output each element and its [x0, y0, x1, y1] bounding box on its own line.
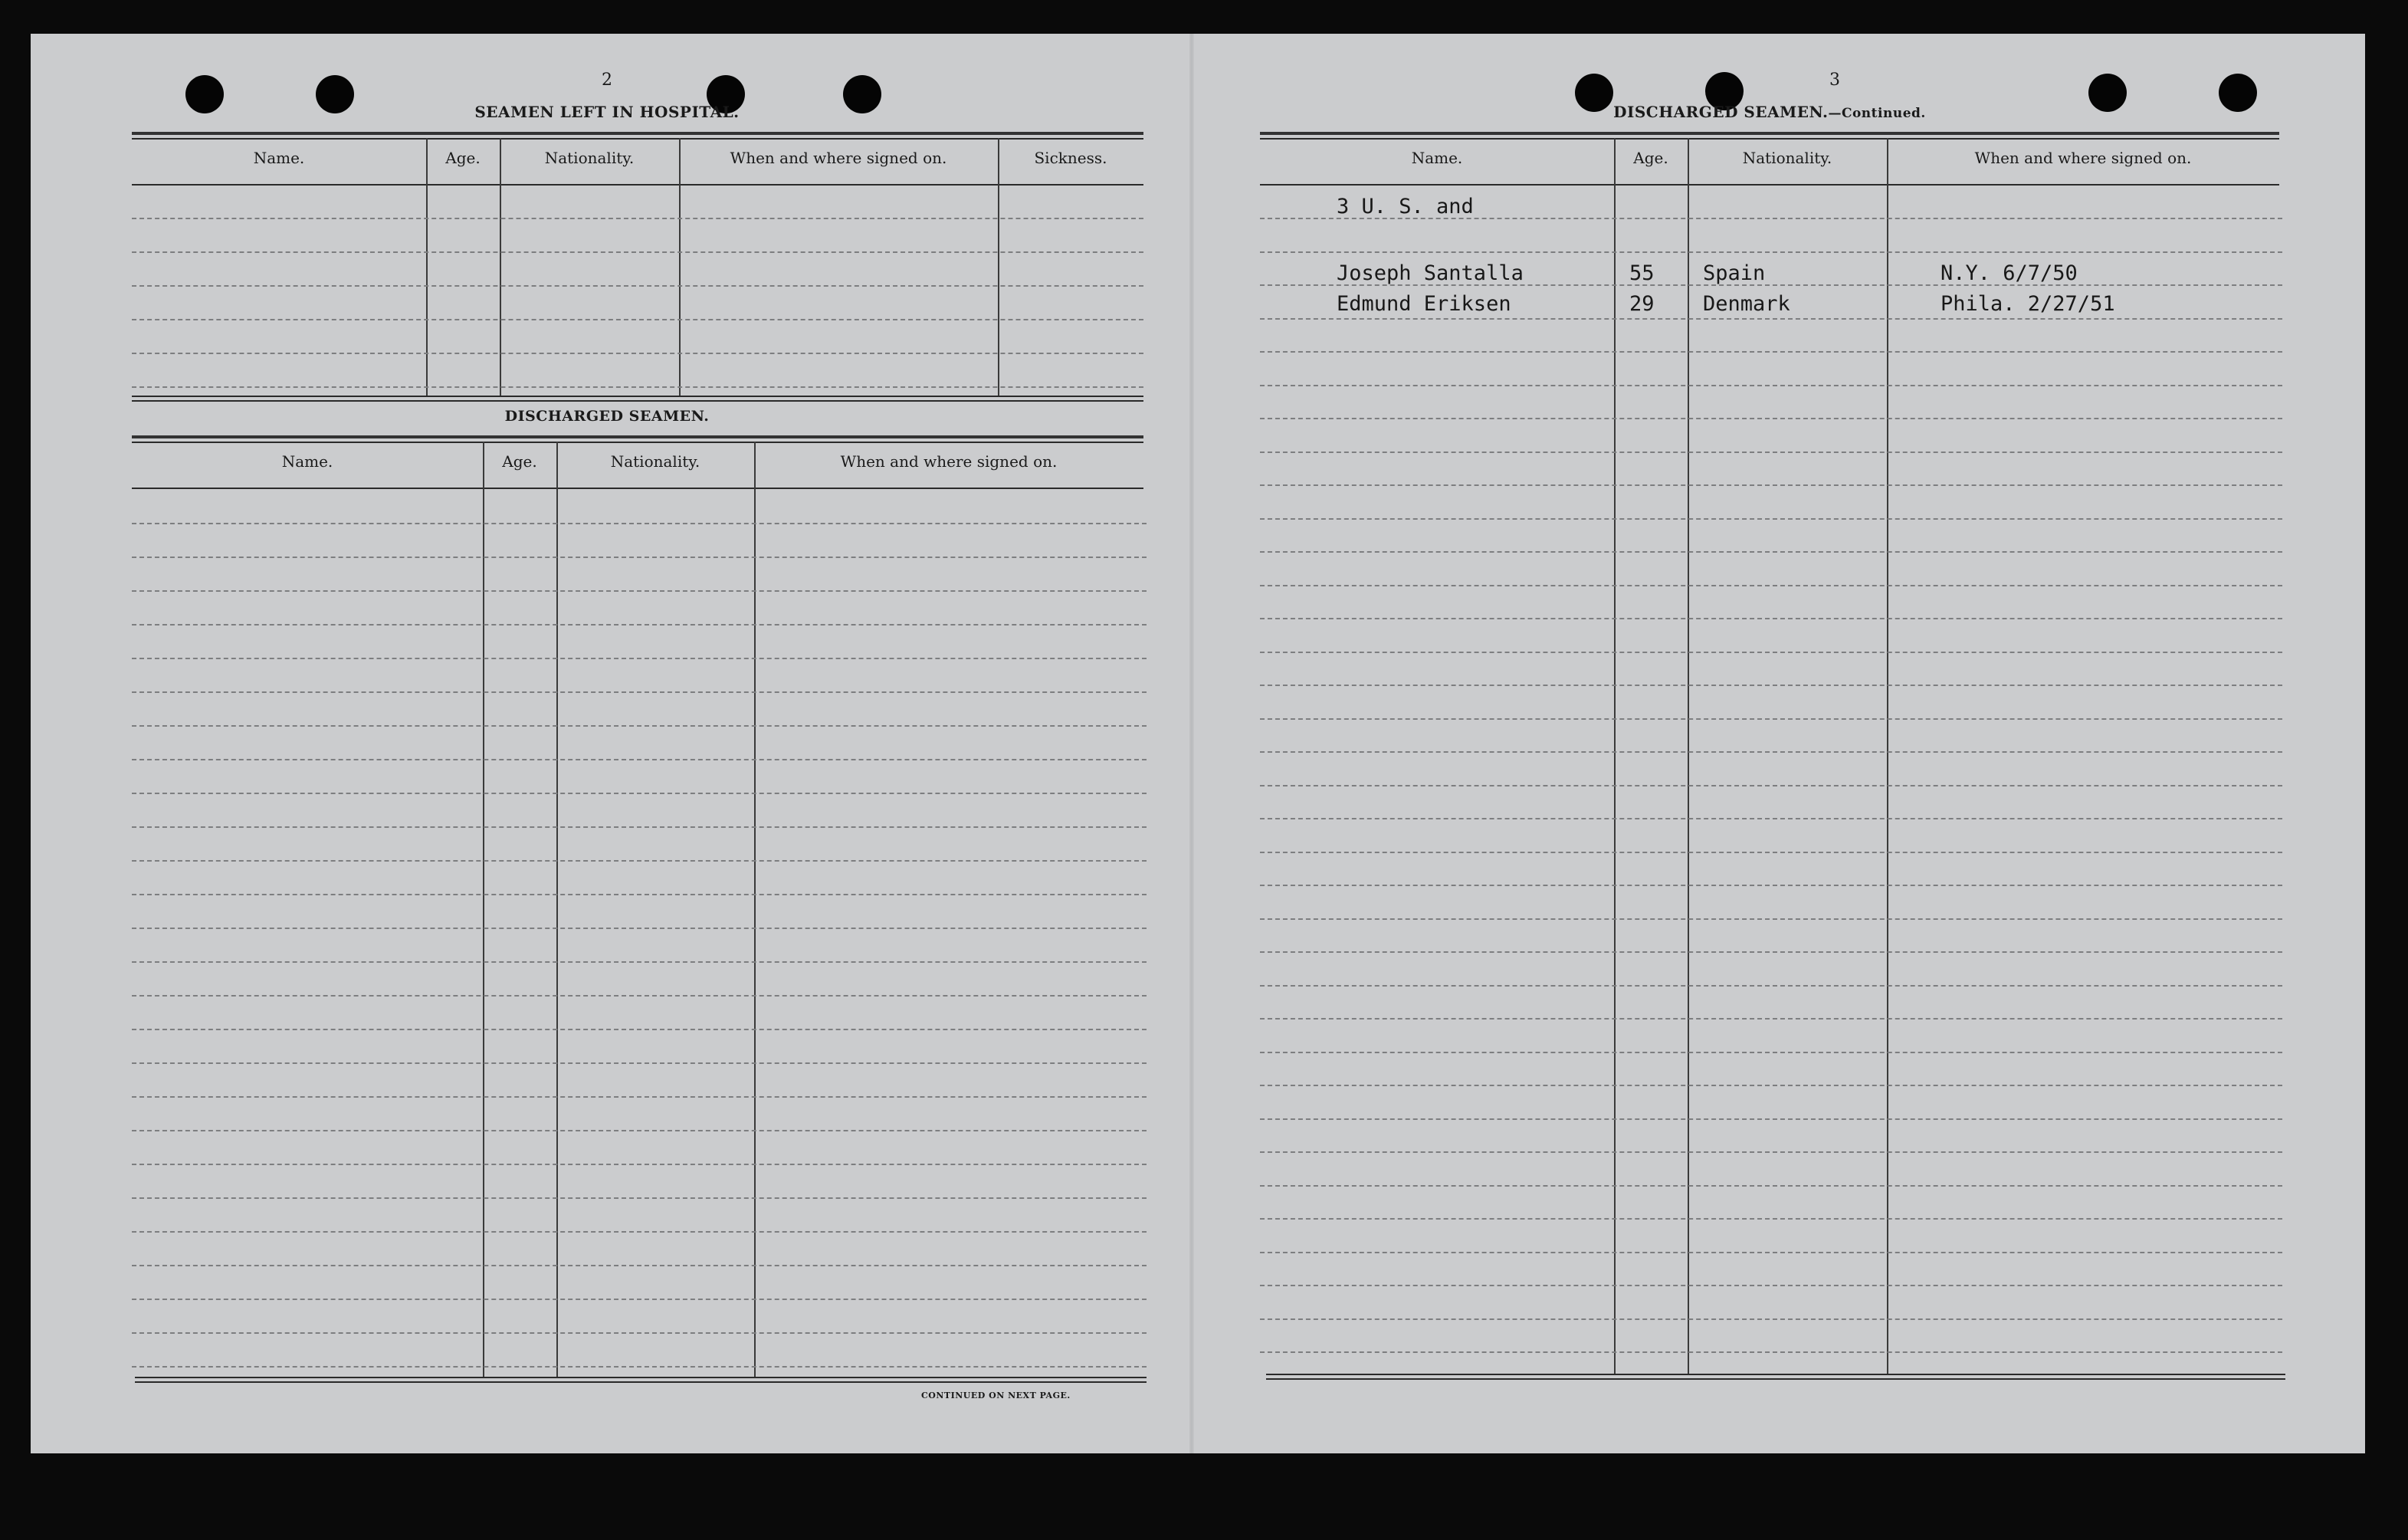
ruled-line: [132, 590, 1147, 592]
title-main: DISCHARGED SEAMEN.: [1613, 103, 1829, 121]
column-header-name: Name.: [281, 452, 333, 471]
ruled-line: [1260, 318, 2282, 320]
title-suffix: —Continued.: [1828, 106, 1926, 121]
ruled-line: [132, 1096, 1147, 1098]
ruled-line: [1260, 484, 2282, 486]
rule: [132, 400, 1143, 402]
ruled-line: [1260, 1318, 2282, 1320]
ruled-line: [1260, 985, 2282, 987]
ruled-line: [1260, 251, 2282, 253]
column-header-nationality: Nationality.: [1742, 149, 1832, 167]
continued-footer: CONTINUED ON NEXT PAGE.: [921, 1391, 1071, 1400]
ruled-line: [1260, 718, 2282, 720]
ruled-line: [132, 319, 1143, 320]
document-scan: [31, 34, 2365, 1453]
column-header-signed-on: When and where signed on.: [1974, 149, 2192, 167]
ruled-line: [132, 251, 1143, 253]
column-divider: [679, 138, 681, 396]
discharged-section-title: DISCHARGED SEAMEN.: [504, 408, 710, 425]
column-divider: [1688, 138, 1689, 1374]
rule: [1260, 184, 2279, 186]
row-2-age: 29: [1629, 292, 1655, 316]
row-2-nationality: Denmark: [1703, 292, 1790, 316]
ruled-line: [132, 759, 1147, 760]
ruled-line: [1260, 1118, 2282, 1120]
ruled-line: [1260, 451, 2282, 453]
ruled-line: [132, 1029, 1147, 1030]
ruled-line: [1260, 918, 2282, 920]
ruled-line: [132, 1332, 1147, 1334]
ruled-line: [132, 1164, 1147, 1165]
ruled-line: [1260, 818, 2282, 819]
column-header-age: Age.: [445, 149, 481, 167]
column-header-name: Name.: [1411, 149, 1463, 167]
ruled-line: [1260, 1285, 2282, 1286]
column-header-age: Age.: [1633, 149, 1668, 167]
rule: [1260, 132, 2279, 135]
ruled-line: [132, 928, 1147, 929]
ruled-line: [132, 523, 1147, 524]
ruled-line: [1260, 1151, 2282, 1153]
ruled-line: [132, 353, 1143, 354]
ruled-line: [132, 894, 1147, 895]
ruled-line: [1260, 1185, 2282, 1187]
ruled-line: [132, 557, 1147, 558]
column-divider: [754, 442, 756, 1378]
left-page: [101, 34, 1151, 1453]
ruled-line: [132, 1366, 1147, 1368]
ruled-line: [1260, 385, 2282, 386]
column-header-nationality: Nationality.: [544, 149, 635, 167]
ruled-line: [1260, 551, 2282, 553]
ruled-line: [1260, 1052, 2282, 1053]
rule: [1260, 138, 2279, 140]
ruled-line: [1260, 785, 2282, 786]
column-divider: [483, 442, 484, 1378]
column-divider: [1614, 138, 1616, 1374]
ruled-line: [1260, 751, 2282, 753]
ruled-line: [132, 860, 1147, 862]
ruled-line: [1260, 1085, 2282, 1086]
ruled-line: [132, 1130, 1147, 1131]
ruled-line: [1260, 418, 2282, 419]
ruled-line: [1260, 618, 2282, 619]
page-fold: [1189, 34, 1194, 1453]
ruled-line: [132, 624, 1147, 626]
ruled-line: [132, 658, 1147, 659]
column-divider: [998, 138, 999, 396]
column-header-signed-on: When and where signed on.: [840, 452, 1058, 471]
rule: [135, 1377, 1147, 1378]
typed-note: 3 U. S. and: [1337, 195, 1474, 218]
ruled-line: [132, 826, 1147, 828]
ruled-line: [1260, 652, 2282, 653]
ruled-line: [1260, 585, 2282, 586]
ruled-line: [1260, 685, 2282, 686]
ruled-line: [132, 1231, 1147, 1233]
ruled-line: [132, 995, 1147, 997]
ruled-line: [132, 1299, 1147, 1300]
ruled-line: [1260, 518, 2282, 520]
rule: [132, 488, 1143, 489]
page-number: 3: [1829, 71, 1840, 90]
row-1-nationality: Spain: [1703, 261, 1766, 285]
column-header-nationality: Nationality.: [610, 452, 700, 471]
ruled-line: [1260, 1252, 2282, 1253]
ruled-line: [1260, 1351, 2282, 1353]
ruled-line: [1260, 885, 2282, 886]
rule: [132, 184, 1143, 186]
column-header-name: Name.: [253, 149, 305, 167]
column-header-signed-on: When and where signed on.: [730, 149, 947, 167]
ruled-line: [132, 691, 1147, 693]
ruled-line: [132, 961, 1147, 963]
column-divider: [426, 138, 428, 396]
row-1-name: Joseph Santalla: [1337, 261, 1524, 285]
rule: [132, 442, 1143, 443]
ruled-line: [132, 1062, 1147, 1064]
rule: [132, 138, 1143, 140]
row-2-signed-on: Phila. 2/27/51: [1941, 292, 2115, 316]
discharged-continued-title: [1260, 103, 2279, 121]
ruled-line: [132, 1265, 1147, 1266]
rule: [1266, 1374, 2285, 1375]
ruled-line: [132, 285, 1143, 287]
rule: [132, 435, 1143, 438]
ruled-line: [132, 218, 1143, 219]
column-divider: [556, 442, 558, 1378]
column-header-sickness: Sickness.: [1034, 149, 1107, 167]
column-divider: [500, 138, 501, 396]
row-1-age: 55: [1629, 261, 1655, 285]
ruled-line: [1260, 351, 2282, 353]
right-page: [1260, 34, 2333, 1453]
ruled-line: [1260, 951, 2282, 953]
row-1-signed-on: N.Y. 6/7/50: [1941, 261, 2078, 285]
hospital-section-title: SEAMEN LEFT IN HOSPITAL.: [474, 103, 740, 121]
column-header-age: Age.: [502, 452, 537, 471]
ruled-line: [1260, 852, 2282, 853]
rule: [1266, 1378, 2285, 1380]
rule: [132, 132, 1143, 135]
row-2-name: Edmund Eriksen: [1337, 292, 1511, 316]
ruled-line: [1260, 1218, 2282, 1220]
page-number: 2: [602, 71, 612, 90]
rule: [135, 1381, 1147, 1383]
column-divider: [1887, 138, 1888, 1374]
ruled-line: [1260, 1018, 2282, 1020]
rule: [132, 396, 1143, 397]
ruled-line: [132, 1197, 1147, 1199]
ruled-line: [132, 725, 1147, 727]
ruled-line: [132, 793, 1147, 794]
ruled-line: [132, 386, 1143, 388]
